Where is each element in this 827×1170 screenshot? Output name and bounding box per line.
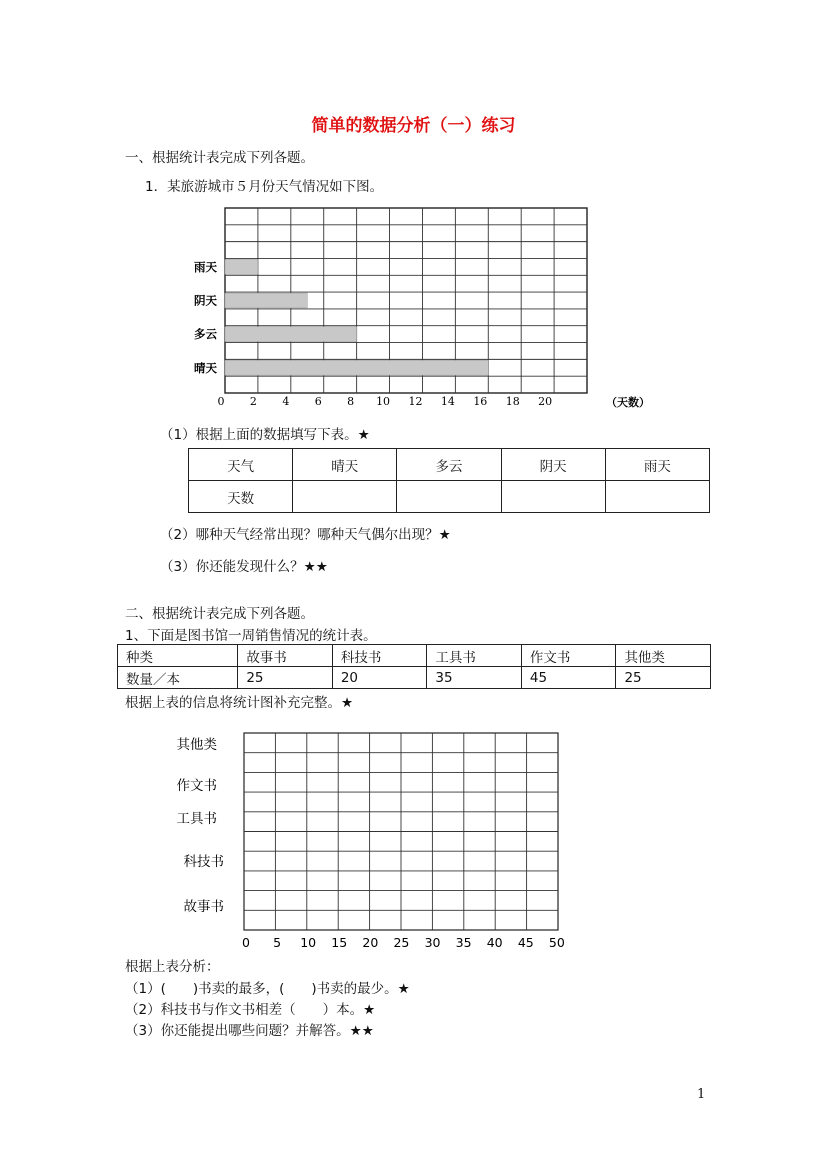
table-row (189, 481, 710, 513)
answer-cell[interactable] (501, 481, 605, 513)
section2-heading: 二、根据统计表完成下列各题。 (125, 606, 314, 622)
chart2-tick-label: 10 (300, 935, 317, 950)
chart1-tick-label: 12 (408, 395, 423, 408)
chart1-category-label: 雨天 (194, 259, 217, 274)
chart1-tick-label: 8 (347, 395, 355, 408)
section1-heading: 一、根据统计表完成下列各题。 (125, 150, 314, 166)
chart2-tick-label: 25 (393, 935, 410, 950)
chart2-category-label: 工具书 (176, 811, 217, 827)
answer-cell[interactable] (397, 481, 501, 513)
table-row (189, 449, 710, 481)
chart1-grid-frame (225, 208, 587, 393)
chart1-tick-label: 0 (217, 395, 225, 408)
section2-analysis-heading: 根据上表分析： (125, 959, 220, 975)
chart2-tick-label: 20 (362, 935, 379, 950)
table-row (118, 645, 711, 667)
table-header-cell: 工具书 (427, 645, 522, 667)
chart2-category-label: 其他类 (176, 737, 217, 753)
chart2-category-label: 故事书 (183, 899, 224, 915)
chart2-tick-label: 30 (424, 935, 441, 950)
chart1-tick-label: 14 (440, 395, 455, 408)
chart1-bar (225, 360, 488, 375)
chart1-tick-label: 20 (538, 395, 553, 408)
section1-subquestion3: （3）你还能发现什么？★★ (160, 559, 328, 575)
table-header-cell: 多云 (397, 449, 501, 481)
chart2-tick-label: 5 (273, 935, 282, 950)
chart1-category-label: 多云 (194, 327, 217, 342)
table-cell: 25 (238, 667, 333, 689)
section1-subquestion2: （2）哪种天气经常出现？哪种天气偶尔出现？★ (160, 527, 451, 543)
chart1-tick-label: 16 (473, 395, 488, 408)
page-number: 1 (697, 1087, 706, 1102)
table-cell: 45 (521, 667, 616, 689)
table-header-cell: 天气 (189, 449, 293, 481)
section2-instruction: 根据上表的信息将统计图补充完整。★ (125, 695, 354, 711)
chart1-bar (225, 327, 357, 342)
section1-subquestion1: （1）根据上面的数据填写下表。★ (160, 427, 370, 443)
chart1-bar (225, 259, 258, 274)
chart2-tick-label: 50 (548, 935, 565, 950)
chart1-tick-label: 18 (505, 395, 520, 408)
chart2-category-label: 作文书 (176, 778, 217, 794)
table-header-cell: 故事书 (238, 645, 333, 667)
chart2-tick-label: 40 (486, 935, 503, 950)
table-header-cell: 其他类 (616, 645, 711, 667)
answer-cell[interactable] (293, 481, 397, 513)
section2-subquestion1: （1）( )书卖的最多，( )书卖的最少。★ (125, 981, 410, 997)
table-cell: 25 (616, 667, 711, 689)
table-cell: 20 (332, 667, 427, 689)
table-cell: 35 (427, 667, 522, 689)
chart1-category-label: 阴天 (194, 293, 217, 308)
chart1-tick-label: 2 (249, 395, 257, 408)
chart1-bar (225, 293, 307, 308)
table-header-cell: 阴天 (501, 449, 605, 481)
table-header-cell: 种类 (118, 645, 238, 667)
section2-subquestion3: （3）你还能提出哪些问题？并解答。★★ (125, 1023, 374, 1039)
chart1-x-axis-label: （天数） (606, 396, 650, 409)
chart2-tick-label: 15 (331, 935, 348, 950)
chart1-category-label: 晴天 (194, 360, 217, 375)
book-sales-table (117, 644, 711, 689)
chart2-tick-label: 35 (455, 935, 472, 950)
table-cell: 数量／本 (118, 667, 238, 689)
answer-cell[interactable] (605, 481, 709, 513)
table-row (118, 667, 711, 689)
table-header-cell: 作文书 (521, 645, 616, 667)
table-header-cell: 雨天 (605, 449, 709, 481)
chart1-tick-label: 4 (282, 395, 290, 408)
page-title: 简单的数据分析（一）练习 (311, 116, 516, 136)
section2-question1-intro: 1、下面是图书馆一周销售情况的统计表。 (125, 628, 377, 644)
table-header-cell: 晴天 (293, 449, 397, 481)
section1-question1-intro: 1．某旅游城市５月份天气情况如下图。 (145, 179, 384, 195)
chart1-tick-label: 10 (376, 395, 391, 408)
weather-table (188, 448, 710, 513)
chart2-category-label: 科技书 (183, 854, 224, 870)
table-row-label: 天数 (189, 481, 293, 513)
chart1-tick-label: 6 (314, 395, 322, 408)
chart2-tick-label: 45 (517, 935, 534, 950)
section2-subquestion2: （2）科技书与作文书相差（ ）本。★ (125, 1002, 376, 1018)
chart2-grid-frame (244, 733, 558, 930)
table-header-cell: 科技书 (332, 645, 427, 667)
chart2-tick-label: 0 (242, 935, 250, 950)
